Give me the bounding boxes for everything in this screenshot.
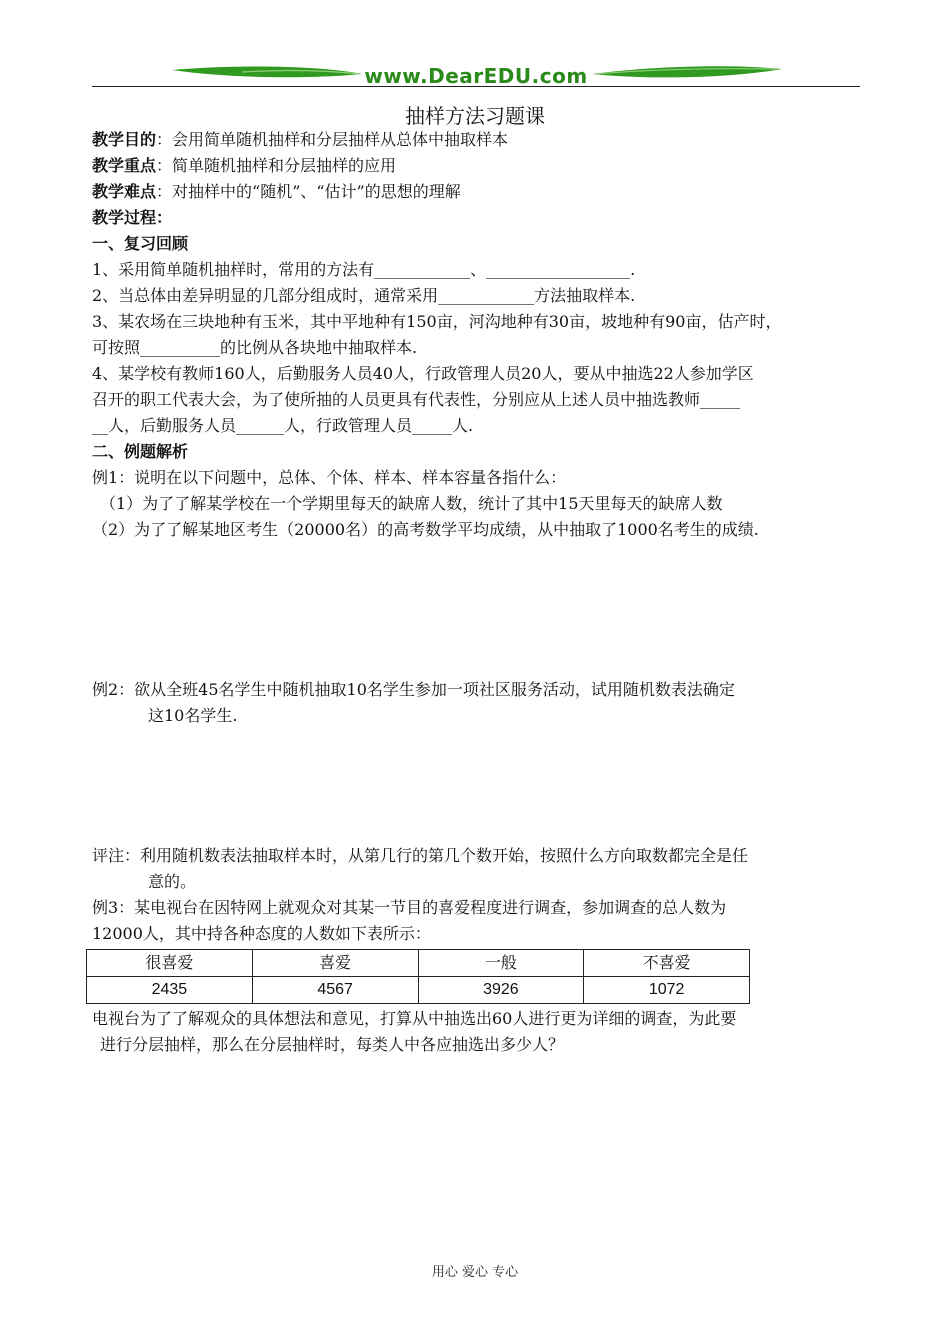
- review-heading: 一、复习回顾: [92, 234, 189, 253]
- teaching-difficulty-label: 教学难点: [92, 182, 157, 201]
- comment-line-2: 意的。: [148, 872, 197, 891]
- table-header-cell: 不喜爱: [584, 950, 750, 977]
- review-question-4-line-1: 4、某学校有教师160人，后勤服务人员40人，行政管理人员20人，要从中抽选22人参加学区: [92, 364, 754, 383]
- teaching-difficulty: [92, 179, 872, 205]
- review-question-2: 2、当总体由差异明显的几部分组成时，通常采用____________方法抽取样本.: [92, 286, 636, 305]
- comment-line-1: 评注：利用随机数表法抽取样本时，从第几行的第几个数开始，按照什么方向取数都完全是任: [92, 846, 749, 865]
- teaching-goal-text: ：会用简单随机抽样和分层抽样从总体中抽取样本: [156, 130, 509, 149]
- examples-heading: 二、例题解析: [92, 442, 189, 461]
- review-question-4-line-3: __人，后勤服务人员______人，行政管理人员_____人.: [92, 416, 474, 435]
- page-footer: 用心 爱心 专心: [431, 1265, 519, 1280]
- table-header-cell: 很喜爱: [87, 950, 253, 977]
- teaching-focus-text: ：简单随机抽样和分层抽样的应用: [156, 156, 397, 175]
- answer-space-2: [92, 729, 872, 843]
- table-cell: 1072: [584, 977, 750, 1004]
- example-3-line-1: 例3：某电视台在因特网上就观众对其某一节目的喜爱程度进行调查，参加调查的总人数为: [92, 898, 727, 917]
- example-2-line-1: 例2：欲从全班45名学生中随机抽取10名学生参加一项社区服务活动，试用随机数表法确定: [92, 680, 735, 699]
- review-question-3-line-2: 可按照__________的比例从各块地中抽取样本.: [92, 338, 418, 357]
- answer-space-1: [92, 543, 872, 677]
- example-1-part-a: （1）为了了解某学校在一个学期里每天的缺席人数，统计了其中15天里每天的缺席人数: [100, 494, 723, 513]
- document-title: 抽样方法习题课: [405, 104, 545, 128]
- review-question-3-line-1: 3、某农场在三块地种有玉米，其中平地种有150亩，河沟地种有30亩，坡地种有90亩，估产时，: [92, 312, 782, 331]
- site-logo-text[interactable]: www.DearEDU.com: [364, 64, 588, 88]
- table-row: [87, 977, 750, 1004]
- teaching-focus: [92, 153, 872, 179]
- teaching-goal-label: 教学目的: [92, 130, 157, 149]
- table-header-cell: 一般: [418, 950, 584, 977]
- example-1-intro: 例1：说明在以下问题中，总体、个体、样本、样本容量各指什么：: [92, 468, 567, 487]
- table-cell: 2435: [87, 977, 253, 1004]
- header-rule: [92, 86, 860, 87]
- table-cell: 4567: [252, 977, 418, 1004]
- teaching-process-label: 教学过程：: [92, 208, 173, 227]
- review-question-1: 1、采用简单随机抽样时，常用的方法有____________、__________________.: [92, 260, 636, 279]
- teaching-goal: [92, 127, 872, 153]
- example-1-part-b: （2）为了了解某地区考生（20000名）的高考数学平均成绩，从中抽取了1000名考生的成绩.: [92, 520, 759, 539]
- review-question-4-line-2: 召开的职工代表大会，为了使所抽的人员更具有代表性，分别应从上述人员中抽选教师_____: [92, 390, 741, 409]
- teaching-difficulty-text: ：对抽样中的“随机”、“估计”的思想的理解: [156, 182, 461, 201]
- example-2-line-2: 这10名学生.: [148, 706, 238, 725]
- example-3-question-line-2: 进行分层抽样，那么在分层抽样时，每类人中各应抽选出多少人？: [100, 1035, 565, 1054]
- teaching-focus-label: 教学重点: [92, 156, 157, 175]
- opinion-table: [86, 949, 750, 1004]
- example-3-line-2: 12000人，其中持各种态度的人数如下表所示：: [92, 924, 431, 943]
- table-header-row: [87, 950, 750, 977]
- document-body: [92, 127, 872, 1058]
- table-header-cell: 喜爱: [252, 950, 418, 977]
- table-cell: 3926: [418, 977, 584, 1004]
- example-3-question-line-1: 电视台为了了解观众的具体想法和意见，打算从中抽选出60人进行更为详细的调查，为此要: [92, 1009, 737, 1028]
